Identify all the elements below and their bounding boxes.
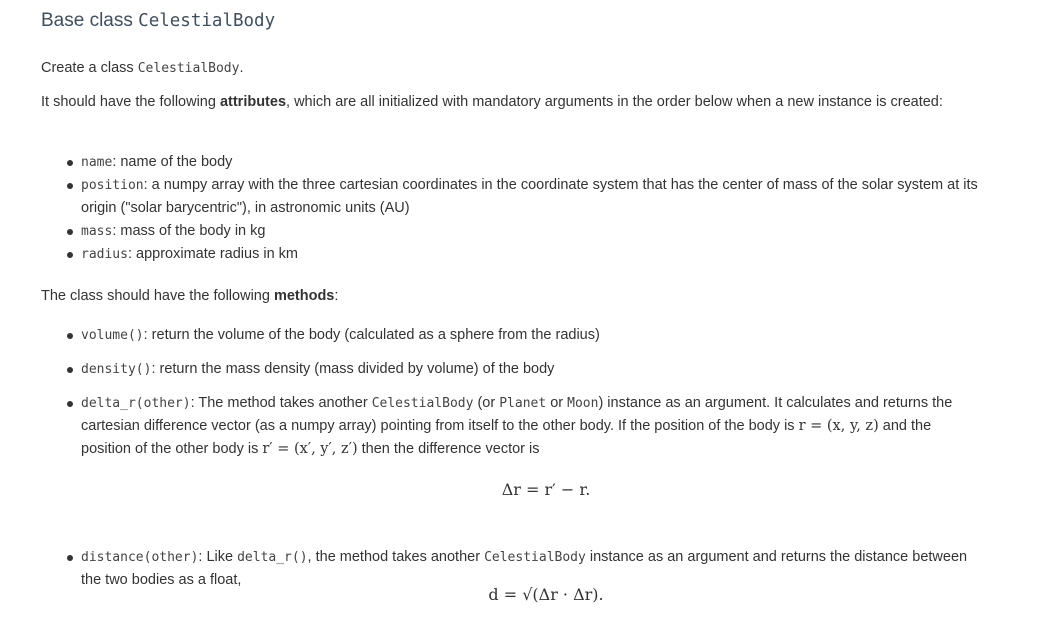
attributes-list <box>65 151 985 266</box>
inline-code: delta_r() <box>237 550 308 565</box>
methods-list <box>65 324 985 603</box>
method-description: : return the mass density (mass divided by volume) of the body <box>151 361 555 377</box>
inline-math: r′ = (x′, y′, z′) <box>262 441 358 457</box>
inline-math: r = (x, y, z) <box>798 418 879 434</box>
method-code: volume() <box>81 328 144 343</box>
intro-code: CelestialBody <box>137 61 240 76</box>
method-description: : Like <box>198 549 238 565</box>
method-description: then the difference vector is <box>357 441 540 457</box>
method-description: (or <box>473 395 500 411</box>
attribute-item-position <box>65 174 985 220</box>
methods-paragraph-text: The class should have the following <box>41 288 274 304</box>
inline-code: Planet <box>499 396 547 411</box>
method-description: and the position of the other body is <box>81 418 932 457</box>
attribute-description: : a numpy array with the three cartesian coordinates in the coordinate system that has the center of mass of the solar system at its origin ("solar barycentric"), in astronomic units (AU) <box>81 177 978 216</box>
attribute-code: mass <box>81 224 113 239</box>
attribute-description: : approximate radius in km <box>127 246 299 262</box>
method-description: ) instance as an argument. It calculates and returns the cartesian difference vector (as a numpy array) pointing from itself to the other body. If the position of the body is <box>81 395 953 434</box>
method-code: distance(other) <box>81 550 199 565</box>
section-title <box>41 10 275 32</box>
method-description: or <box>546 395 568 411</box>
inline-code: CelestialBody <box>484 550 586 565</box>
inline-code: Moon <box>567 396 599 411</box>
intro-period: . <box>239 60 244 76</box>
delta-equation: Δr = r′ − r. <box>501 480 591 499</box>
distance-equation: d = √(Δr · Δr). <box>488 585 604 604</box>
method-code: delta_r(other) <box>81 396 191 411</box>
attribute-description: : name of the body <box>112 154 233 170</box>
method-code: density() <box>81 362 152 377</box>
methods-paragraph-colon: : <box>334 288 339 304</box>
section-title-code: CelestialBody <box>138 11 276 31</box>
attributes-paragraph-text: It should have the following <box>41 94 220 110</box>
method-item-density <box>65 358 985 381</box>
inline-code: CelestialBody <box>371 396 474 411</box>
attribute-code: radius <box>81 247 128 262</box>
attributes-paragraph-rest: , which are all initialized with mandatory arguments in the order below when a new instance is created: <box>286 94 943 110</box>
method-item-volume <box>65 324 985 347</box>
intro-text: Create a class <box>41 60 138 76</box>
intro-paragraph <box>41 57 244 80</box>
attributes-keyword: attributes <box>219 94 287 110</box>
section-title-prefix: Base class <box>41 10 139 31</box>
methods-keyword: methods <box>273 288 335 304</box>
attribute-item-radius <box>65 243 985 266</box>
attribute-code: position <box>81 178 144 193</box>
attributes-paragraph <box>41 91 971 113</box>
attribute-item-mass <box>65 220 985 243</box>
method-description: , the method takes another <box>307 549 485 565</box>
methods-paragraph <box>41 285 338 307</box>
method-description: : return the volume of the body (calculated as a sphere from the radius) <box>143 327 600 343</box>
attribute-code: name <box>81 155 113 170</box>
method-description: instance as an argument and returns the distance between the two bodies as a float, <box>81 549 968 588</box>
method-description: : The method takes another <box>190 395 372 411</box>
attribute-item-name <box>65 151 985 174</box>
attribute-description: : mass of the body in kg <box>112 223 266 239</box>
method-item-delta-r <box>65 392 985 461</box>
